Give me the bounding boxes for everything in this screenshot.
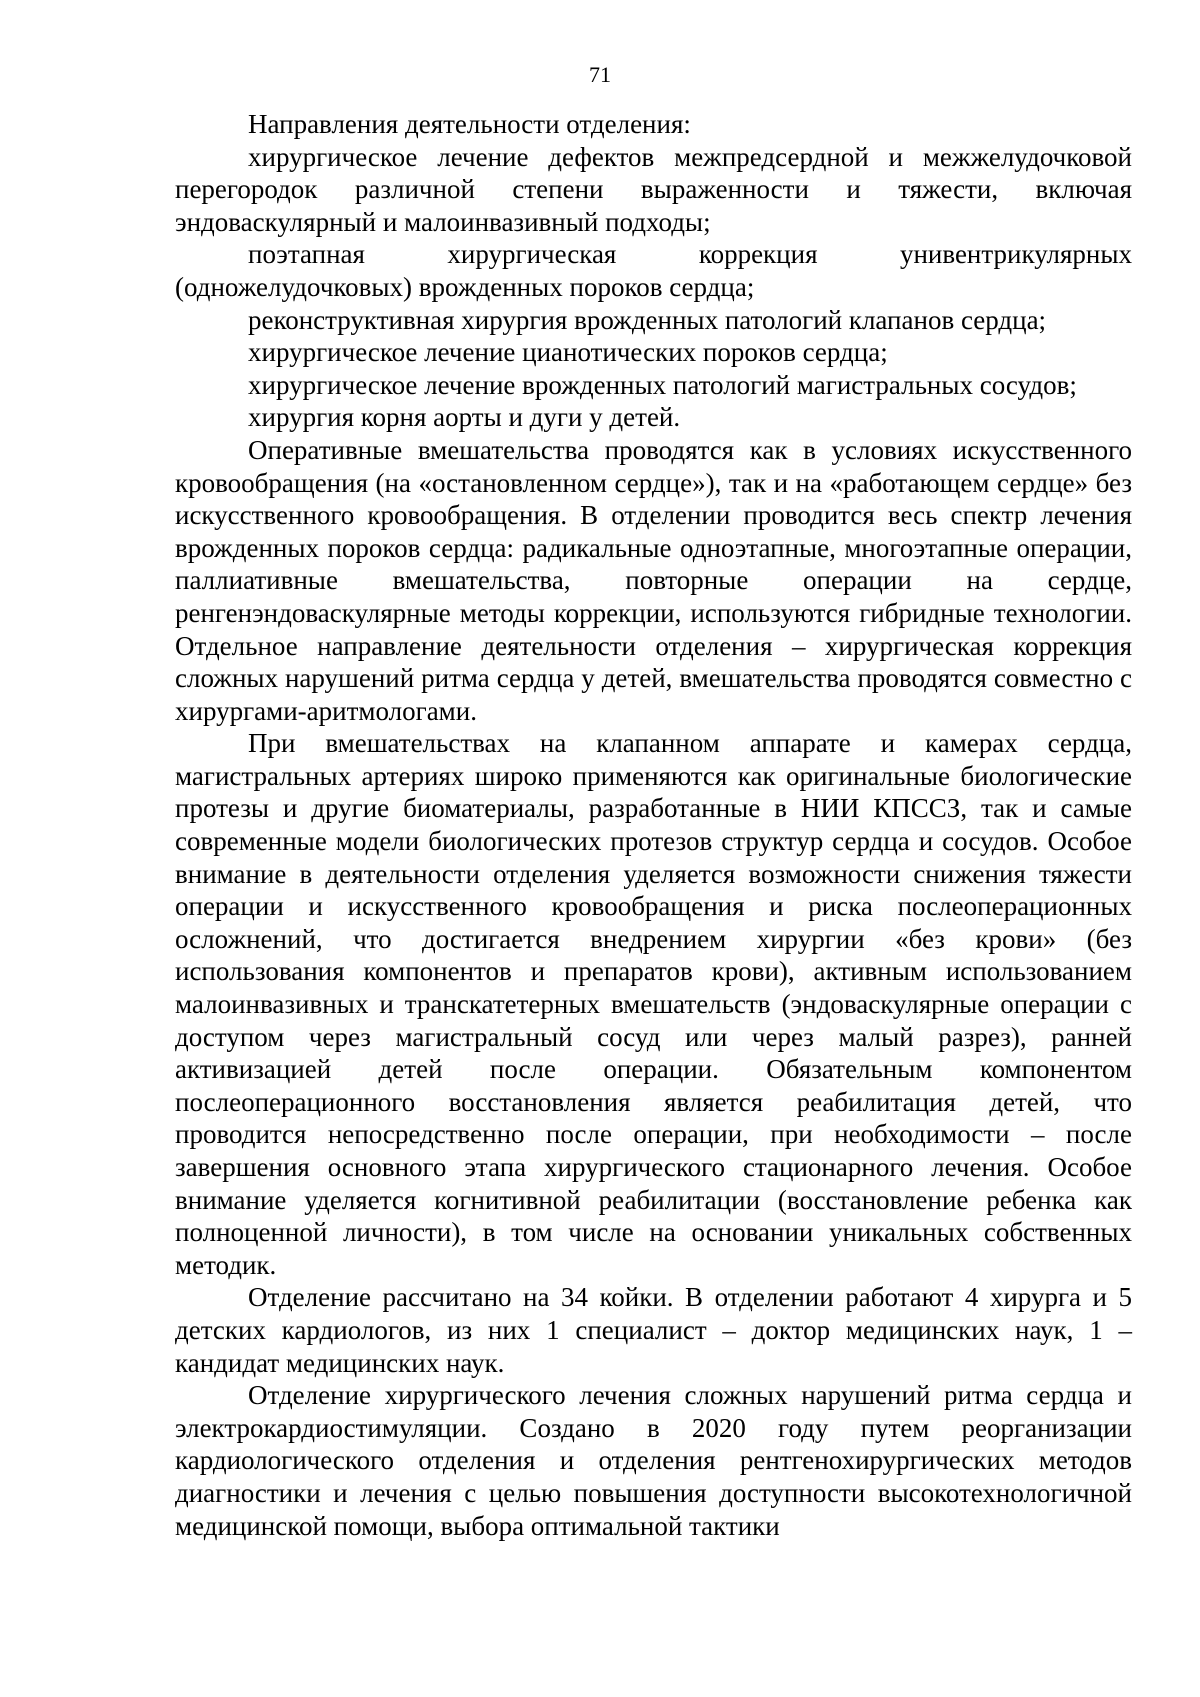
body-text [175, 108, 1132, 1542]
list-item: хирургическое лечение цианотических пороков сердца; [248, 337, 888, 368]
paragraph: Оперативные вмешательства проводятся как в условиях искусственного кровообращения (на «остановленном сердце»), так и на «работающем сердце» без искусственного кровообращения. В отделении проводится весь спектр лечения врожденных пороков сердца: радикальные одноэтапные, многоэтапные операции, паллиативные вмешательства, повторные операции на сердце, ренгенэндоваскулярные методы коррекции, используются гибридные технологии. Отдельное направление деятельности отделения – хирургическая коррекция сложных нарушений ритма сердца у детей, вмешательства проводятся совместно с хирургами-аритмологами. [175, 434, 1132, 726]
paragraph: Отделение рассчитано на 34 койки. В отделении работают 4 хирурга и 5 детских кардиологов, из них 1 специалист – доктор медицинских наук, 1 – кандидат медицинских наук. [175, 1282, 1132, 1378]
list-item: хирургическое лечение дефектов межпредсердной и межжелудочковой перегородок различной степени выраженности и тяжести, включая эндоваскулярный и малоинвазивный подходы; [175, 141, 1132, 237]
paragraph: Отделение хирургического лечения сложных нарушений ритма сердца и электрокардиостимуляции. Создано в 2020 году путем реорганизации кардиологического отделения и отделения рентгенохирургических методов диагностики и лечения с целью повышения доступности высокотехнологичной медицинской помощи, выбора оптимальной тактики [175, 1380, 1132, 1541]
paragraph: При вмешательствах на клапанном аппарате и камерах сердца, магистральных артериях широко применяются как оригинальные биологические протезы и другие биоматериалы, разработанные в НИИ КПССЗ, так и самые современные модели биологических протезов структур сердца и сосудов. Особое внимание в деятельности отделения уделяется возможности снижения тяжести операции и искусственного кровообращения и риска послеоперационных осложнений, что достигается внедрением хирургии «без крови» (без использования компонентов и препаратов крови), активным использованием малоинвазивных и транскатетерных вмешательств (эндоваскулярные операции с доступом через магистральный сосуд или через малый разрез), ранней активизацией детей после операции. Обязательным компонентом послеоперационного восстановления является реабилитация детей, что проводится непосредственно после операции, при необходимости – после завершения основного этапа хирургического стационарного лечения. Особое внимание уделяется когнитивной реабилитации (восстановление ребенка как полноценной личности), в том числе на основании уникальных собственных методик. [175, 728, 1132, 1280]
paragraph-heading: Направления деятельности отделения: [248, 109, 691, 139]
list-item: хирургия корня аорты и дуги у детей. [248, 402, 681, 433]
page-number: 71 [589, 62, 611, 87]
list-item: поэтапная хирургическая коррекция унивентрикулярных (одножелудочковых) врожденных пороков сердца; [175, 239, 1132, 302]
list-item: реконструктивная хирургия врожденных патологий клапанов сердца; [248, 304, 1047, 335]
list-item: хирургическое лечение врожденных патологий магистральных сосудов; [248, 369, 1077, 400]
